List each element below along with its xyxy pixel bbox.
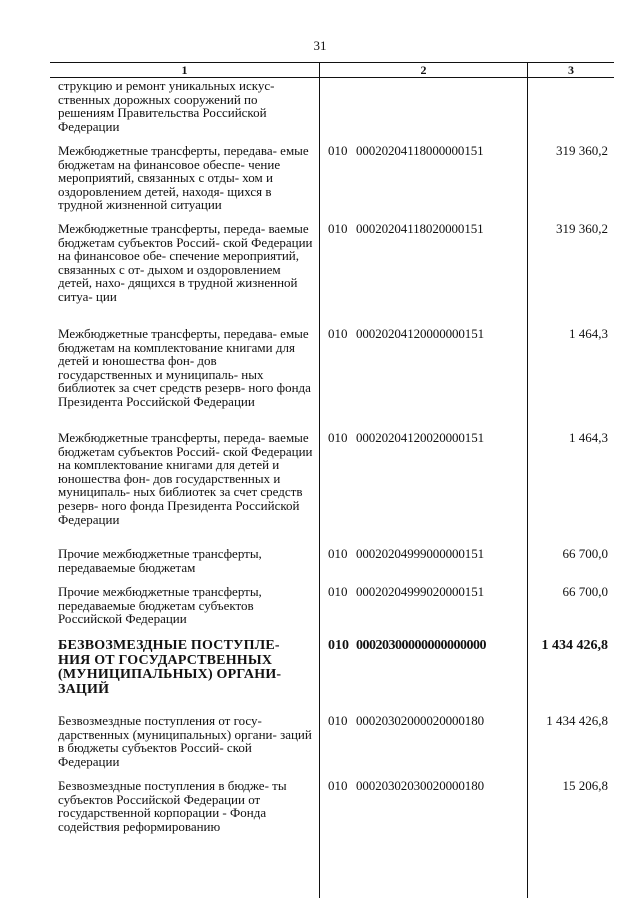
column-header-1: 1: [181, 63, 188, 77]
row-sum: 66 700,0: [562, 584, 608, 599]
row-admin-code: 010: [328, 713, 348, 728]
table-header: [50, 63, 614, 78]
row-name: Безвозмездные поступления от госу- дарственных (муниципальных) органи- заций в бюджеты субъектов Россий- ской Федерации: [58, 713, 312, 769]
row-sum: 1 464,3: [569, 430, 608, 445]
row-budget-code: 00020300000000000000: [356, 638, 486, 653]
row-name: Межбюджетные трансферты, переда- ваемые бюджетам субъектов Россий- ской Федерации на финансовое обе- спечение мероприятий, связанных с от- дыхом и оздоровлением детей, нахо- дящихся в трудной жизненной ситуа- ции: [58, 221, 313, 304]
row-sum: 1 434 426,8: [546, 713, 608, 728]
row-name: Межбюджетные трансферты, переда- ваемые бюджетам субъектов Россий- ской Федерации на комплектование книгами для детей и юношества фон- дов государственных и муниципаль- ных библиотек за счет средств резерв- ного фонда Президента Российской Федерации: [58, 430, 313, 527]
column-header-3: 3: [568, 63, 574, 77]
row-name: Прочие межбюджетные трансферты, передаваемые бюджетам субъектов Российской Федерации: [58, 584, 262, 627]
row-budget-code: 00020204120000000151: [356, 326, 485, 341]
row-budget-code: 00020204999000000151: [356, 546, 485, 561]
row-admin-code: 010: [328, 546, 348, 561]
row-name: Прочие межбюджетные трансферты, передаваемые бюджетам: [58, 546, 262, 575]
row-admin-code: 010: [328, 778, 348, 793]
row-admin-code: 010: [328, 143, 348, 158]
row-budget-code: 00020204120020000151: [356, 430, 485, 445]
row-admin-code: 010: [328, 326, 348, 341]
row-name: Межбюджетные трансферты, передава- емые бюджетам на комплектование книгами для детей и юношества фон- дов государственных и муниципаль- ных библиотек за счет средств резерв- ного фонда Президента Российской Федерации: [58, 326, 311, 409]
row-sum: 319 360,2: [556, 143, 608, 158]
page-number: 31: [313, 38, 327, 53]
row-name: Межбюджетные трансферты, передава- емые бюджетам на финансовое обеспе- чение мероприятий, связанных с отды- хом и оздоровлением детей, находя- щихся в трудной жизненной ситуации: [58, 143, 309, 213]
row-name: Безвозмездные поступления в бюдже- ты субъектов Российской Федерации от государственной корпорации - Фонда содействия реформированию: [58, 778, 287, 834]
row-budget-code: 00020204999020000151: [356, 584, 485, 599]
column-header-2: 2: [420, 63, 427, 77]
row-admin-code: 010: [328, 584, 348, 599]
budget-table: [50, 62, 614, 898]
row-name: струкцию и ремонт уникальных искус- ственных дорожных сооружений по решениям Правительства Российской Федерации: [58, 78, 275, 134]
column-divider: [527, 63, 528, 898]
row-sum: 66 700,0: [562, 546, 608, 561]
row-admin-code: 010: [328, 221, 348, 236]
column-divider: [319, 63, 320, 898]
row-budget-code: 00020204118000000151: [356, 143, 484, 158]
row-sum: 1 464,3: [569, 326, 608, 341]
row-sum: 1 434 426,8: [541, 638, 608, 653]
row-admin-code: 010: [328, 638, 349, 653]
row-budget-code: 00020302030020000180: [356, 778, 485, 793]
row-name: БЕЗВОЗМЕЗДНЫЕ ПОСТУПЛЕ- НИЯ ОТ ГОСУДАРСТВЕННЫХ (МУНИЦИПАЛЬНЫХ) ОРГАНИ- ЗАЦИЙ: [58, 638, 282, 697]
row-sum: 319 360,2: [556, 221, 608, 236]
row-budget-code: 00020302000020000180: [356, 713, 485, 728]
row-admin-code: 010: [328, 430, 348, 445]
row-budget-code: 00020204118020000151: [356, 221, 484, 236]
row-sum: 15 206,8: [562, 778, 608, 793]
